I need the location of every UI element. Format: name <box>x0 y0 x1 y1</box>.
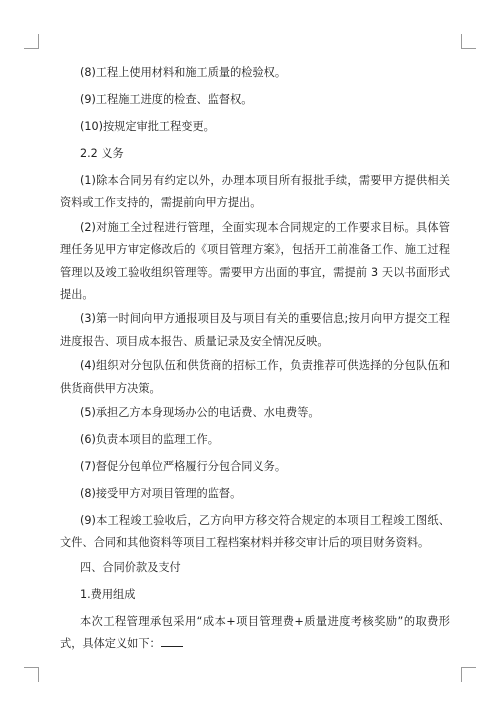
section-heading-price-payment: 四、合同价款及支付 <box>80 560 181 574</box>
crop-mark-top-left <box>24 34 39 49</box>
crop-mark-bottom-right <box>461 667 476 682</box>
paragraph-fee-form <box>60 611 450 656</box>
paragraph-obligation-7: (7)督促分包单位严格履行分包合同义务。 <box>80 460 287 474</box>
paragraph-right-9: (9)工程施工进度的检查、监督权。 <box>80 93 253 106</box>
document-body <box>60 62 450 656</box>
paragraph-obligation-9: (9)本工程竣工验收后，乙方向甲方移交符合规定的本项目工程竣工图纸、文件、合同和其他资料等项目工程档案材料并移交审计后的项目财务资料。 <box>60 514 450 550</box>
paragraph-right-8: (8)工程上使用材料和施工质量的检验权。 <box>80 66 287 79</box>
paragraph-obligation-3: (3)第一时间向甲方通报项目及与项目有关的重要信息;按月向甲方提交工程进度报告、项目成本报告、质量记录及安全情况反映。 <box>60 312 450 348</box>
subheading-fee-composition: 1.费用组成 <box>80 587 136 601</box>
paragraph-obligation-1: (1)除本合同另有约定以外，办理本项目所有报批手续，需要甲方提供相关资料或工作支持的，需提前向甲方提出。 <box>60 174 450 210</box>
paragraph-obligation-4: (4)组织对分包队伍和供货商的招标工作，负责推荐可供选择的分包队伍和供货商供甲方决策。 <box>60 359 450 395</box>
paragraph-obligation-5: (5)承担乙方本身现场办公的电话费、水电费等。 <box>80 406 320 420</box>
section-heading-obligations: 2.2 义务 <box>80 147 124 160</box>
paragraph-right-10: (10)按规定审批工程变更。 <box>80 120 215 133</box>
crop-mark-bottom-left <box>24 667 39 682</box>
crop-mark-top-right <box>461 34 476 49</box>
paragraph-fee-form-text: 本次工程管理承包采用“成本+项目管理费+质量进度考核奖励”的取费形式，具体定义如下： <box>60 614 450 651</box>
paragraph-obligation-2: (2)对施工全过程进行管理，全面实现本合同规定的工作要求目标。具体管理任务见甲方审定修改后的《项目管理方案》，包括开工前准备工作、施工过程管理以及竣工验收组织管理等。需要甲方出面的事宜，需提前 3 天以书面形式提出。 <box>60 220 450 302</box>
paragraph-obligation-8: (8)接受甲方对项目管理的监督。 <box>80 487 242 501</box>
paragraph-obligation-6: (6)负责本项目的监理工作。 <box>80 433 219 447</box>
fill-in-blank <box>161 634 183 647</box>
